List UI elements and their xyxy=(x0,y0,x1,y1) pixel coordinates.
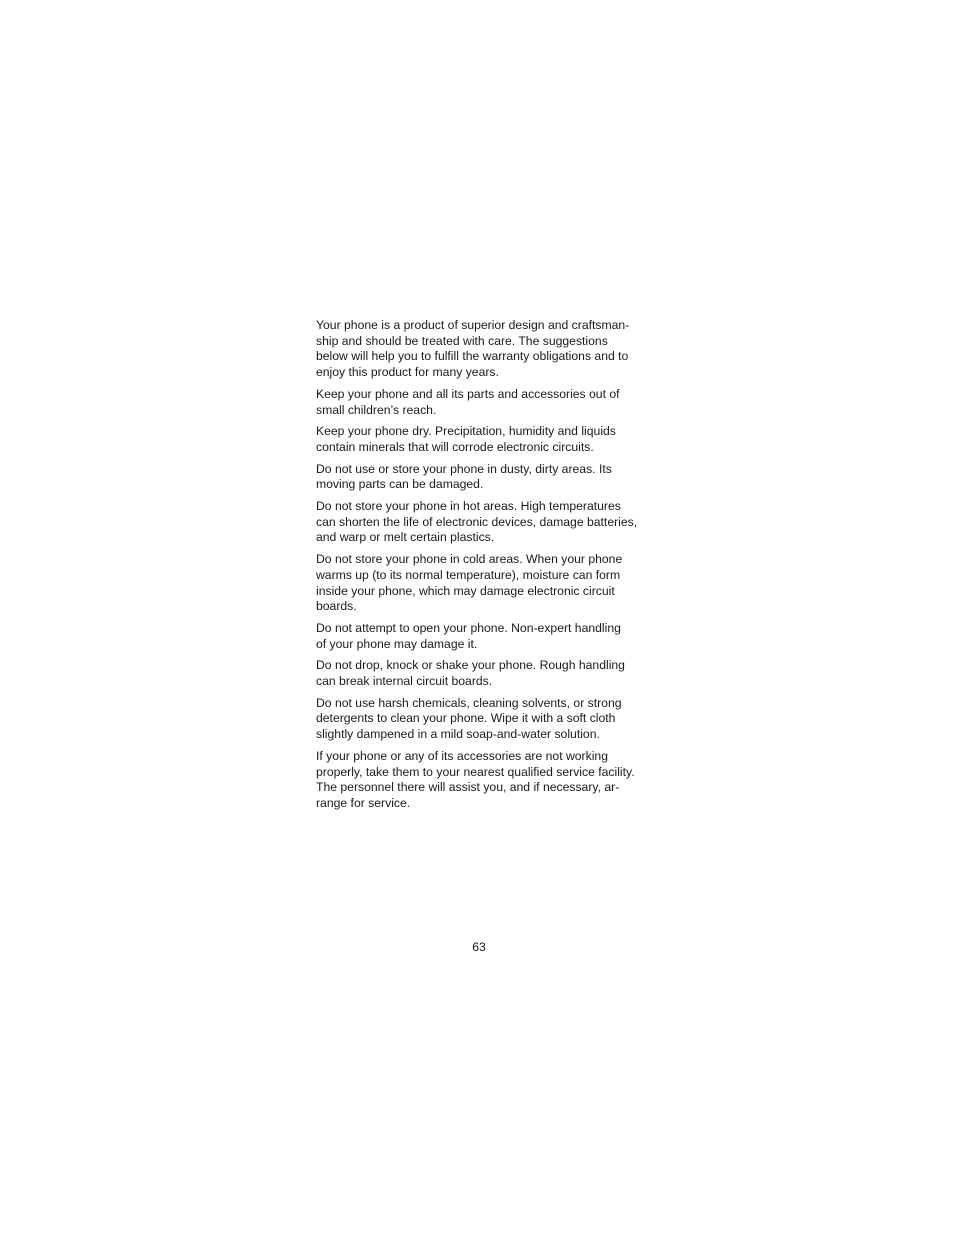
text-line: Keep your phone dry. Precipitation, humidity and liquids xyxy=(316,424,616,439)
text-line: can shorten the life of electronic devices, damage batteries, xyxy=(316,514,638,529)
text-line: of your phone may damage it. xyxy=(316,636,478,651)
paragraph-open xyxy=(316,621,626,652)
text-line: slightly dampened in a mild soap-and-water solution. xyxy=(316,727,600,742)
text-line: can break internal circuit boards. xyxy=(316,674,493,689)
text-line: enjoy this product for many years. xyxy=(316,365,499,380)
text-line: moving parts can be damaged. xyxy=(316,477,484,492)
paragraph-intro xyxy=(316,318,630,381)
text-line: ship and should be treated with care. The suggestions xyxy=(316,333,608,348)
page-number: 63 xyxy=(472,940,486,954)
text-line: Do not use or store your phone in dusty, dirty areas. Its xyxy=(316,461,612,476)
paragraph-children xyxy=(316,387,626,418)
text-line: If your phone or any of its accessories are not working xyxy=(316,748,608,763)
text-line: Do not drop, knock or shake your phone. Rough handling xyxy=(316,658,625,673)
text-line: The personnel there will assist you, and if necessary, ar- xyxy=(316,780,620,795)
text-line: Do not store your phone in cold areas. When your phone xyxy=(316,552,623,567)
text-line: range for service. xyxy=(316,795,411,810)
text-line: Your phone is a product of superior design and craftsman- xyxy=(316,318,630,332)
paragraph-chemicals xyxy=(316,696,626,743)
text-line: inside your phone, which may damage electronic circuit xyxy=(316,583,615,598)
care-instructions-body xyxy=(316,318,638,818)
text-line: detergents to clean your phone. Wipe it with a soft cloth xyxy=(316,711,616,726)
text-line: Do not use harsh chemicals, cleaning solvents, or strong xyxy=(316,695,622,710)
text-line: small children’s reach. xyxy=(316,402,437,417)
paragraph-service xyxy=(316,748,635,812)
paragraph-dry xyxy=(316,424,626,455)
text-line: below will help you to fulfill the warranty obligations and to xyxy=(316,349,629,364)
text-line: and warp or melt certain plastics. xyxy=(316,530,495,545)
text-line: properly, take them to your nearest qualified service facility. xyxy=(316,764,635,779)
text-line: Do not store your phone in hot areas. High temperatures xyxy=(316,499,621,514)
text-line: Keep your phone and all its parts and accessories out of xyxy=(316,386,620,401)
text-line: contain minerals that will corrode electronic circuits. xyxy=(316,439,594,454)
paragraph-dusty xyxy=(316,462,626,493)
text-line: boards. xyxy=(316,599,357,614)
paragraph-hot xyxy=(316,499,638,546)
paragraph-drop xyxy=(316,658,626,689)
paragraph-cold xyxy=(316,552,626,615)
text-line: warms up (to its normal temperature), moisture can form xyxy=(316,567,621,582)
text-line: Do not attempt to open your phone. Non-expert handling xyxy=(316,620,621,635)
